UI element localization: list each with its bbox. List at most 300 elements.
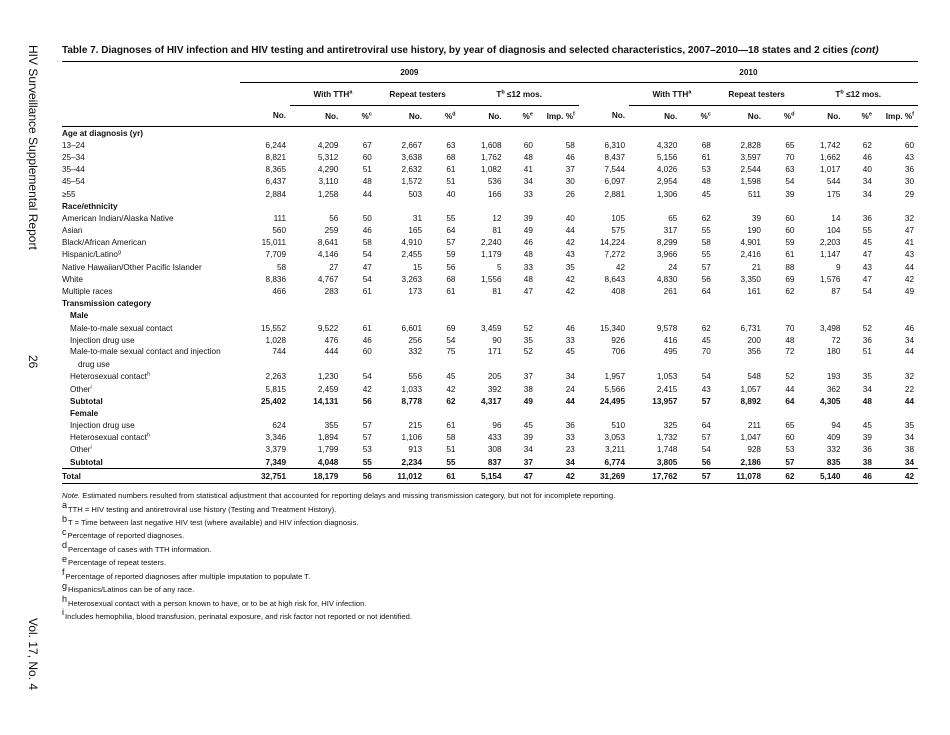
- cell-value: 62: [862, 140, 872, 150]
- footnote-g: gHispanics/Latinos can be of any race.: [62, 580, 195, 595]
- cell-value: 211: [747, 421, 761, 431]
- cell-value: 6,601: [401, 323, 423, 333]
- cell-value: 180: [826, 347, 841, 357]
- footnote-marker: h: [146, 432, 150, 439]
- cell-value: 46: [862, 152, 872, 162]
- row-label: [62, 249, 240, 261]
- cell-value: 54: [362, 372, 372, 382]
- row-label: [62, 139, 240, 151]
- year-header-row: [62, 62, 918, 83]
- col-pct: %$^c$: [681, 106, 714, 127]
- cell-value: 29: [904, 189, 914, 199]
- cell-value: 64: [701, 287, 711, 297]
- row-label-text: Black/African American: [62, 238, 147, 248]
- cell-value: 44: [904, 396, 914, 406]
- cell-value: 1,017: [820, 165, 841, 175]
- cell-value: 44: [785, 384, 795, 394]
- cell-value: 61: [701, 152, 711, 162]
- row-label: [62, 261, 240, 273]
- row-label: [62, 188, 240, 200]
- table-row: [62, 383, 918, 395]
- table-row: [62, 261, 918, 273]
- group-with-tth-2009: With TTH$^a$: [290, 83, 376, 106]
- cell-value: 33: [565, 433, 575, 443]
- cell-value: 3,263: [401, 274, 423, 284]
- cell-value: 60: [785, 226, 795, 236]
- cell-value: 44: [904, 347, 914, 357]
- row-label: [62, 469, 240, 484]
- cell-value: 42: [565, 274, 575, 284]
- cell-value: 332: [408, 347, 423, 357]
- col-pct: %$^d$: [765, 106, 798, 127]
- col-no: No.: [715, 106, 765, 127]
- cell-value: 8,778: [401, 396, 423, 406]
- cell-value: 46: [904, 323, 914, 333]
- cell-value: 1,799: [317, 445, 339, 455]
- row-label: [62, 383, 240, 395]
- cell-value: 14,131: [313, 396, 339, 406]
- footnote-marker: h: [146, 371, 150, 378]
- cell-value: 308: [487, 445, 502, 455]
- cell-value: 54: [362, 250, 372, 260]
- cell-value: 51: [446, 177, 456, 187]
- cell-value: 6,097: [604, 177, 626, 187]
- cell-value: 4,146: [317, 250, 339, 260]
- page-number: 26: [26, 355, 40, 369]
- cell-value: 56: [701, 457, 711, 467]
- footnote-f: fPercentage of reported diagnoses after multiple imputation to populate T.: [62, 567, 311, 581]
- cell-value: 46: [362, 335, 372, 345]
- cell-value: 3,638: [401, 152, 423, 162]
- cell-value: 70: [701, 347, 711, 357]
- row-label: [62, 273, 240, 285]
- row-label-text: Male-to-male sexual contact and injection: [70, 347, 221, 357]
- cell-value: 87: [831, 287, 841, 297]
- cell-value: 55: [446, 213, 456, 223]
- cell-value: 4,026: [656, 165, 678, 175]
- cell-value: 556: [408, 372, 423, 382]
- cell-value: 37: [523, 372, 533, 382]
- data-table: [62, 62, 918, 484]
- cell-value: 332: [826, 445, 841, 455]
- cell-value: 34: [904, 457, 914, 467]
- cell-value: 70: [785, 323, 795, 333]
- cell-value: 5,156: [656, 152, 678, 162]
- row-label-text: 13–24: [62, 140, 85, 150]
- col-imp-pct: Imp. %$^f$: [537, 106, 579, 127]
- total-row: [62, 469, 918, 484]
- col-pct: %$^d$: [426, 106, 459, 127]
- footnote-e: ePercentage of repeat testers.: [62, 553, 166, 568]
- cell-value: 57: [362, 433, 372, 443]
- cell-value: 57: [701, 396, 711, 406]
- cell-value: 44: [565, 226, 575, 236]
- cell-value: 57: [362, 421, 372, 431]
- cell-value: 4,305: [820, 396, 841, 406]
- cell-value: 48: [362, 177, 372, 187]
- cell-value: 57: [785, 457, 795, 467]
- cell-value: 36: [862, 445, 872, 455]
- cell-value: 67: [362, 140, 372, 150]
- cell-value: 173: [408, 287, 423, 297]
- cell-value: 503: [408, 189, 423, 199]
- row-label: [62, 334, 240, 346]
- cell-value: 37: [565, 165, 575, 175]
- cell-value: 46: [565, 152, 575, 162]
- cell-value: 1,608: [481, 140, 502, 150]
- cell-value: 69: [446, 323, 456, 333]
- cell-value: 31,269: [579, 469, 629, 484]
- cell-value: 47: [362, 262, 372, 272]
- cell-value: 34: [904, 335, 914, 345]
- cell-value: 57: [701, 433, 711, 443]
- table-row: [62, 164, 918, 176]
- cell-value: 45: [565, 347, 575, 357]
- group-repeat-2009: Repeat testers: [376, 83, 460, 106]
- cell-value: 40: [565, 213, 575, 223]
- cell-value: 8,892: [740, 396, 761, 406]
- cell-value: 81: [492, 226, 502, 236]
- cell-value: 12: [492, 213, 502, 223]
- cell-value: 317: [663, 226, 678, 236]
- cell-value: 261: [663, 287, 678, 297]
- cell-value: 56: [329, 213, 339, 223]
- row-label: [62, 420, 240, 432]
- cell-value: 1,106: [401, 433, 423, 443]
- cell-value: 43: [862, 262, 872, 272]
- group-repeat-2010: Repeat testers: [715, 83, 799, 106]
- row-label-text: Total: [62, 471, 81, 481]
- row-label-text: ≥55: [62, 189, 76, 199]
- section-header-row: [62, 127, 918, 140]
- cell-value: 11,078: [715, 469, 765, 484]
- cell-value: 4,767: [317, 274, 339, 284]
- cell-value: 706: [611, 347, 626, 357]
- cell-value: 37: [523, 457, 533, 467]
- cell-value: 166: [487, 189, 502, 199]
- cell-value: 61: [446, 165, 456, 175]
- cell-value: 1,179: [481, 250, 502, 260]
- cell-value: 94: [831, 421, 841, 431]
- cell-value: 444: [324, 347, 339, 357]
- table-row: [62, 151, 918, 163]
- section-header-row: [62, 310, 918, 322]
- cell-value: 1,572: [401, 177, 423, 187]
- group-with-tth-2010: With TTH$^a$: [629, 83, 715, 106]
- cell-value: 26: [565, 189, 575, 199]
- cell-value: 72: [831, 335, 841, 345]
- cell-value: 2,954: [656, 177, 678, 187]
- footnote-marker: g: [117, 249, 122, 256]
- cell-value: 1,576: [820, 274, 841, 284]
- table-row: [62, 212, 918, 224]
- cell-value: 356: [747, 347, 761, 357]
- cell-value: 1,732: [656, 433, 678, 443]
- cell-value: 2,263: [265, 372, 287, 382]
- row-label-text: Heterosexual contact: [70, 372, 147, 382]
- document-body: [62, 45, 918, 623]
- cell-value: 4,320: [656, 140, 678, 150]
- cell-value: 81: [492, 287, 502, 297]
- cell-value: 88: [785, 262, 795, 272]
- cell-value: 60: [904, 140, 914, 150]
- cell-value: 45: [446, 372, 456, 382]
- footnote-a: aTTH = HIV testing and antiretroviral use history (Testing and Treatment History).: [62, 500, 337, 514]
- cell-value: 544: [826, 177, 841, 187]
- table-notes: [62, 489, 918, 623]
- cell-value: 63: [785, 165, 795, 175]
- table-row: [62, 249, 918, 261]
- cell-value: 17,762: [629, 469, 681, 484]
- cell-value: 57: [446, 238, 456, 248]
- cell-value: 9: [835, 262, 841, 272]
- row-label-text: Multiple races: [62, 287, 113, 297]
- cell-value: 4,910: [401, 238, 423, 248]
- row-label-text: Other: [70, 384, 91, 394]
- cell-value: 433: [487, 433, 502, 443]
- section-label: Race/ethnicity: [62, 201, 118, 211]
- cell-value: 55: [446, 457, 456, 467]
- cell-value: 58: [446, 433, 456, 443]
- cell-value: 200: [747, 335, 761, 345]
- cell-value: 64: [446, 226, 456, 236]
- cell-value: 15,340: [599, 323, 626, 333]
- cell-value: 43: [904, 152, 914, 162]
- cell-value: 1,057: [740, 384, 761, 394]
- cell-value: 48: [862, 396, 872, 406]
- footnote-c: cPercentage of reported diagnoses.: [62, 526, 185, 541]
- cell-value: 15,011: [261, 238, 287, 248]
- row-label-text: Other: [70, 445, 91, 455]
- row-label: [62, 237, 240, 249]
- cell-value: 68: [701, 140, 711, 150]
- cell-value: 61: [446, 287, 456, 297]
- cell-value: 161: [747, 287, 761, 297]
- report-name: HIV Surveillance Supplemental Report: [26, 45, 40, 250]
- table-title-cont: (cont): [850, 45, 879, 56]
- cell-value: 34: [523, 445, 533, 455]
- cell-value: 61: [446, 421, 456, 431]
- cell-value: 70: [785, 152, 795, 162]
- cell-value: 35: [523, 335, 533, 345]
- cell-value: 2,667: [401, 140, 423, 150]
- cell-value: 34: [862, 177, 872, 187]
- cell-value: 61: [426, 469, 459, 484]
- cell-value: 4,048: [317, 457, 339, 467]
- cell-value: 6,774: [604, 457, 626, 467]
- cell-value: 58: [565, 140, 575, 150]
- cell-value: 5,312: [317, 152, 339, 162]
- row-label: [62, 432, 240, 444]
- row-label-text: Injection drug use: [70, 335, 135, 345]
- cell-value: 1,894: [317, 433, 339, 443]
- cell-value: 23: [565, 445, 575, 455]
- section-label: Transmission category: [62, 299, 152, 309]
- cell-value: 6,731: [740, 323, 761, 333]
- cell-value: 30: [565, 177, 575, 187]
- cell-value: 15,552: [261, 323, 287, 333]
- cell-value: 52: [523, 323, 533, 333]
- cell-value: 1,662: [820, 152, 841, 162]
- cell-value: 4,209: [317, 140, 339, 150]
- col-imp-pct: Imp. %$^f$: [876, 106, 918, 127]
- year-2010: 2010: [579, 62, 918, 83]
- cell-value: 409: [826, 433, 841, 443]
- cell-value: 42: [615, 262, 626, 272]
- cell-value: 913: [408, 445, 423, 455]
- cell-value: 193: [826, 372, 841, 382]
- cell-value: 63: [446, 140, 456, 150]
- cell-value: 3,597: [740, 152, 761, 162]
- col-pct: %$^e$: [845, 106, 876, 127]
- col-pct: %$^c$: [342, 106, 375, 127]
- cell-value: 49: [523, 226, 533, 236]
- cell-value: 38: [523, 384, 533, 394]
- cell-value: 27: [329, 262, 339, 272]
- cell-value: 57: [681, 469, 714, 484]
- cell-value: 51: [362, 165, 372, 175]
- footnote-b: bT = Time between last negative HIV test (where available) and HIV infection diagnosis.: [62, 513, 359, 528]
- cell-value: 3,346: [265, 433, 287, 443]
- cell-value: 9,522: [317, 323, 339, 333]
- cell-value: 47: [904, 226, 914, 236]
- section-header-row: [62, 407, 918, 419]
- col-no: No.: [798, 106, 844, 127]
- cell-value: 24,495: [599, 396, 626, 406]
- cell-value: 11,012: [376, 469, 426, 484]
- cell-value: 55: [362, 457, 372, 467]
- table-row: [62, 285, 918, 297]
- cell-value: 58: [701, 238, 711, 248]
- cell-value: 42: [565, 238, 575, 248]
- table-row: [62, 225, 918, 237]
- cell-value: 54: [785, 177, 795, 187]
- cell-value: 8,299: [656, 238, 678, 248]
- cell-value: 8,365: [265, 165, 287, 175]
- table-row: [62, 334, 918, 346]
- volume-label: Vol. 17, No. 4: [26, 618, 40, 691]
- cell-value: 15: [412, 262, 423, 272]
- footnote-h: hHeterosexual contact with a person known to have, or to be at high risk for, HIV infection.: [62, 593, 367, 608]
- cell-value: 36: [904, 165, 914, 175]
- table-row: [62, 371, 918, 383]
- cell-value: 511: [747, 189, 761, 199]
- cell-value: 25,402: [261, 396, 287, 406]
- cell-value: 6,437: [265, 177, 287, 187]
- table-row: [62, 346, 918, 358]
- cell-value: 42: [446, 384, 456, 394]
- cell-value: 55: [701, 226, 711, 236]
- table-row: [62, 139, 918, 151]
- table-row: [62, 432, 918, 444]
- cell-value: 48: [785, 335, 795, 345]
- cell-value: 32: [904, 372, 914, 382]
- cell-value: 40: [862, 165, 872, 175]
- cell-value: 65: [668, 213, 678, 223]
- footnote-marker: i: [90, 444, 92, 451]
- cell-value: 32,751: [240, 469, 290, 484]
- cell-value: 68: [446, 152, 456, 162]
- row-label-text: 45–54: [62, 177, 85, 187]
- cell-value: 1,258: [317, 189, 339, 199]
- cell-value: 51: [862, 347, 872, 357]
- cell-value: 34: [565, 372, 575, 382]
- row-label-text: American Indian/Alaska Native: [62, 213, 174, 223]
- cell-value: 510: [611, 421, 626, 431]
- row-label-text: Subtotal: [70, 457, 103, 467]
- cell-value: 68: [446, 274, 456, 284]
- cell-value: 33: [523, 189, 533, 199]
- cell-value: 62: [765, 469, 798, 484]
- cell-value: 8,641: [317, 238, 339, 248]
- cell-value: 51: [446, 445, 456, 455]
- cell-value: 43: [565, 250, 575, 260]
- page-sidebar: [20, 0, 40, 735]
- cell-value: 548: [747, 372, 761, 382]
- cell-value: 54: [701, 445, 711, 455]
- cell-value: 39: [785, 189, 795, 199]
- row-label: [62, 456, 240, 469]
- cell-value: 47: [862, 274, 872, 284]
- cell-value: 2,632: [401, 165, 423, 175]
- cell-value: 36: [862, 335, 872, 345]
- cell-value: 1,033: [401, 384, 423, 394]
- cell-value: 256: [408, 335, 423, 345]
- cell-value: 54: [446, 335, 456, 345]
- cell-value: 90: [492, 335, 502, 345]
- cell-value: 75: [446, 347, 456, 357]
- cell-value: 46: [362, 226, 372, 236]
- cell-value: 58: [362, 238, 372, 248]
- cell-value: 1,748: [656, 445, 678, 455]
- cell-value: 45: [862, 421, 872, 431]
- cell-value: 24: [668, 262, 678, 272]
- cell-value: 42: [876, 469, 918, 484]
- cell-value: 8,821: [265, 152, 287, 162]
- cell-value: 64: [785, 396, 795, 406]
- group-t-2009: $T^b \le 12$ mos.: [459, 83, 578, 106]
- cell-value: 42: [537, 469, 579, 484]
- cell-value: 47: [523, 287, 533, 297]
- cell-value: 165: [408, 226, 423, 236]
- row-label: [62, 346, 240, 358]
- cell-value: 2,884: [265, 189, 287, 199]
- col-no: No.: [629, 106, 681, 127]
- cell-value: 1,053: [656, 372, 678, 382]
- note-general: Note. Estimated numbers resulted from statistical adjustment that accounted for reporting delays and missing transmission category, but not for incomplete reporting.: [62, 491, 616, 501]
- cell-value: 2,459: [317, 384, 339, 394]
- cell-value: 2,881: [604, 189, 626, 199]
- cell-value: 72: [785, 347, 795, 357]
- cell-value: 54: [362, 274, 372, 284]
- col-pct: %$^e$: [506, 106, 537, 127]
- table-row: [62, 188, 918, 200]
- cell-value: 14,224: [599, 238, 626, 248]
- cell-value: 536: [487, 177, 502, 187]
- row-label: [62, 164, 240, 176]
- cell-value: 926: [611, 335, 626, 345]
- cell-value: 325: [663, 421, 678, 431]
- table-body: [62, 127, 918, 484]
- cell-value: 45: [862, 238, 872, 248]
- cell-value: 60: [785, 433, 795, 443]
- row-label: [62, 395, 240, 407]
- cell-value: 49: [904, 287, 914, 297]
- cell-value: 62: [701, 323, 711, 333]
- group-t-2010: $T^b \le 12$ mos.: [798, 83, 918, 106]
- section-header-row: [62, 200, 918, 212]
- cell-value: 60: [362, 347, 372, 357]
